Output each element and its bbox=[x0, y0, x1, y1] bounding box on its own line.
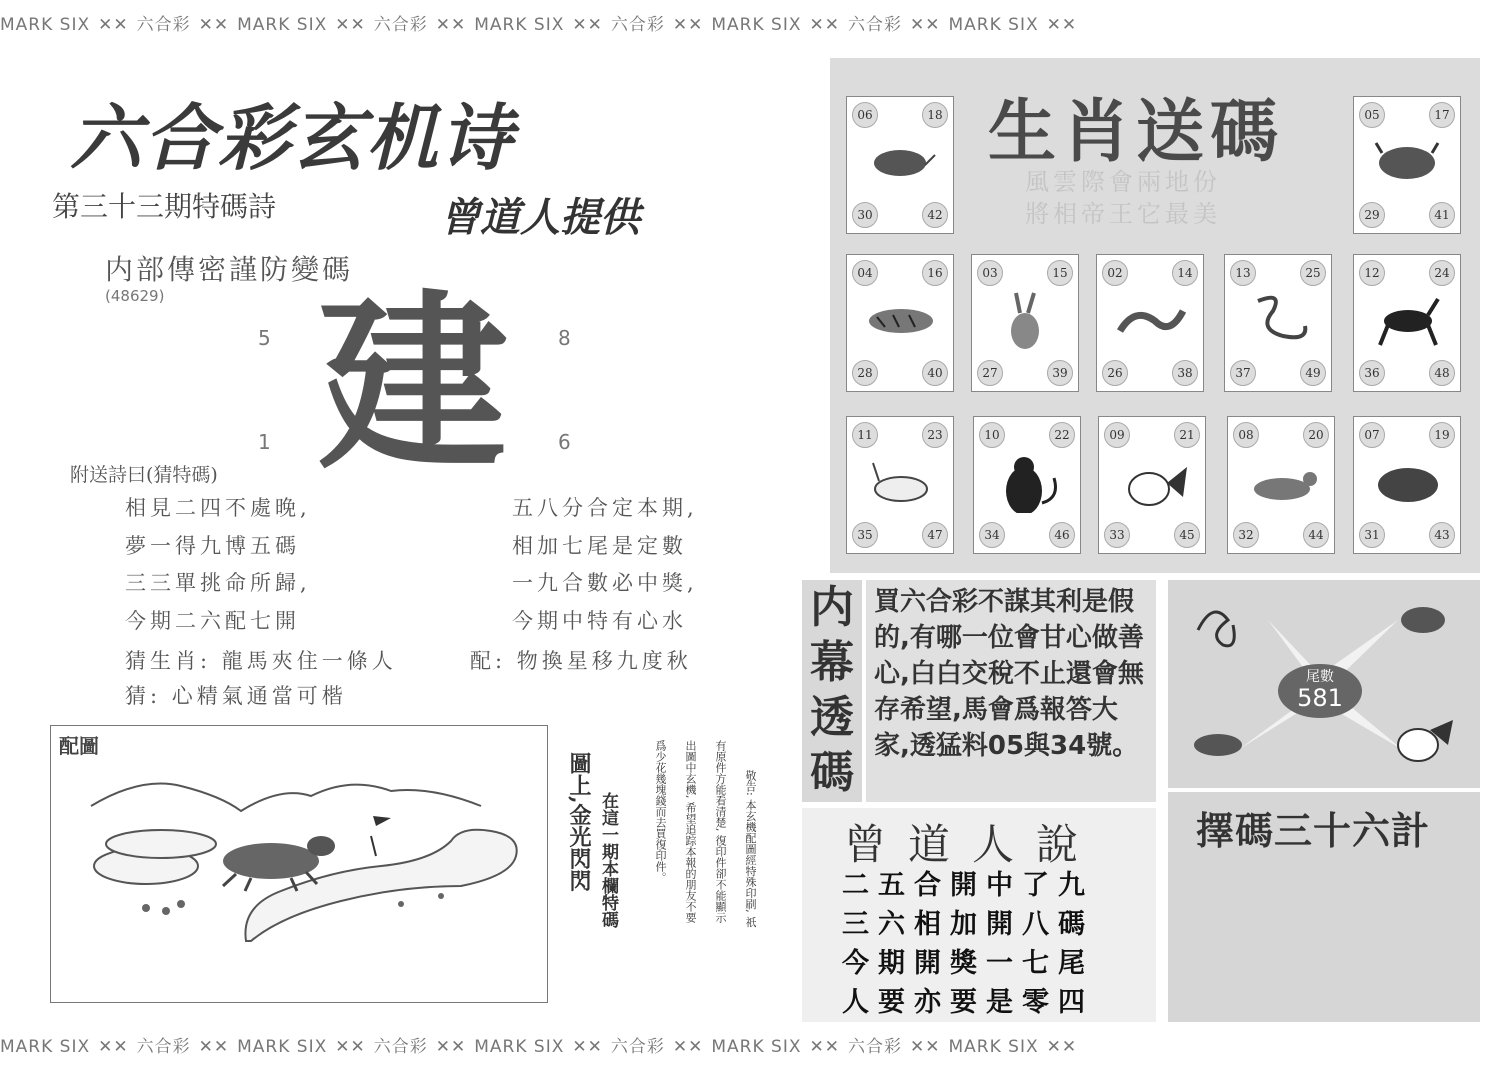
banner-item: MARK SIX bbox=[948, 1037, 1039, 1057]
tail-number-value: 581 bbox=[1297, 684, 1343, 712]
zodiac-number: 16 bbox=[922, 260, 948, 286]
zodiac-number: 27 bbox=[977, 360, 1003, 386]
banner-item: 六合彩 bbox=[373, 1037, 428, 1057]
rooster-icon bbox=[1398, 729, 1438, 761]
notice-column: 出圖中玄機, 希望追踪本報的朋友不要 bbox=[684, 740, 697, 923]
inside-tip-text: 買六合彩不謀其利是假的,有哪一位會甘心做善心,白白交稅不止還會無存希望,馬會爲報答大家,透猛料05與34號。 bbox=[866, 580, 1156, 802]
banner-item: MARK SIX bbox=[474, 15, 565, 35]
zodiac-card bbox=[973, 416, 1081, 554]
zodiac-number: 24 bbox=[1429, 260, 1455, 286]
zodiac-number: 18 bbox=[922, 102, 948, 128]
zodiac-number: 11 bbox=[852, 422, 878, 448]
zodiac-card bbox=[971, 254, 1079, 392]
zodiac-number: 48 bbox=[1429, 360, 1455, 386]
zodiac-number: 15 bbox=[1047, 260, 1073, 286]
issue-label: 第三十三期特碼詩 bbox=[52, 190, 277, 223]
zodiac-subtitle bbox=[1025, 166, 1221, 230]
banner-item: MARK SIX bbox=[0, 15, 91, 35]
banner-item: MARK SIX bbox=[711, 1037, 802, 1057]
zodiac-number: 36 bbox=[1359, 360, 1385, 386]
landscape-illustration bbox=[51, 726, 547, 1002]
horse-icon bbox=[1372, 291, 1444, 351]
vertical-hint-main: 圖上,金光閃閃 bbox=[566, 752, 592, 892]
dragon-icon bbox=[1115, 291, 1187, 351]
zodiac-number: 42 bbox=[922, 202, 948, 228]
zodiac-number: 02 bbox=[1102, 260, 1128, 286]
poem-line: 夢一得九博五碼 bbox=[125, 533, 300, 558]
rat-icon bbox=[865, 133, 937, 193]
zodiac-number: 06 bbox=[852, 102, 878, 128]
corner-number-top-right: 8 bbox=[558, 326, 571, 350]
tail-number-box bbox=[1168, 580, 1480, 788]
zodiac-number: 46 bbox=[1049, 522, 1075, 548]
monkey-icon bbox=[992, 453, 1064, 513]
zodiac-number: 08 bbox=[1233, 422, 1259, 448]
poem-line: 相加七尾是定數 bbox=[512, 533, 687, 558]
banner-item: 六合彩 bbox=[610, 1037, 665, 1057]
corner-number-bottom-left: 1 bbox=[258, 430, 271, 454]
banner-separator: ✕✕ bbox=[1046, 15, 1078, 35]
attached-poem-label: 附送詩曰(猜特碼) bbox=[70, 464, 218, 486]
zodiac-card bbox=[846, 416, 954, 554]
zodiac-number: 04 bbox=[852, 260, 878, 286]
zodiac-numbers-panel bbox=[830, 58, 1480, 573]
poem-line: 五八分合定本期, bbox=[512, 496, 698, 520]
zodiac-number: 10 bbox=[979, 422, 1005, 448]
zodiac-card bbox=[1353, 96, 1461, 234]
page-title: 六合彩玄机诗 bbox=[70, 96, 515, 180]
zodiac-number: 30 bbox=[852, 202, 878, 228]
banner-separator: ✕✕ bbox=[1046, 1037, 1078, 1057]
corner-number-top-left: 5 bbox=[258, 326, 271, 350]
saying-title: 曾道人說 bbox=[844, 820, 1101, 869]
saying-line: 今期開獎一七尾 bbox=[842, 948, 1094, 979]
guess-zodiac: 猜生肖: 龍馬夾住一條人 bbox=[125, 649, 397, 673]
hint-character: 建 bbox=[318, 274, 509, 495]
zodiac-card bbox=[846, 254, 954, 392]
zodiac-number: 09 bbox=[1104, 422, 1130, 448]
saying-box bbox=[802, 808, 1156, 1022]
zodiac-card bbox=[1098, 416, 1206, 554]
zodiac-number: 38 bbox=[1172, 360, 1198, 386]
inside-tip-label-text: 内幕透碼 bbox=[810, 582, 854, 798]
subtitle-line: 風雲際會兩地份 bbox=[1025, 168, 1221, 196]
goat-icon bbox=[865, 453, 937, 513]
zodiac-card bbox=[1353, 254, 1461, 392]
pig-icon bbox=[1372, 453, 1444, 513]
saying-line: 人要亦要是零四 bbox=[842, 987, 1094, 1018]
zodiac-card bbox=[846, 96, 954, 234]
poem-left-column bbox=[125, 490, 311, 640]
zodiac-number: 22 bbox=[1049, 422, 1075, 448]
hint-picture bbox=[50, 725, 548, 1003]
vertical-hint-sub: 在這一期本欄特碼 bbox=[598, 792, 618, 928]
ox-icon bbox=[1401, 607, 1445, 633]
notice-column: 敬告: 本玄機配圖經特殊印刷, 祇 bbox=[744, 770, 757, 928]
top-banner bbox=[0, 10, 1500, 46]
zodiac-number: 34 bbox=[979, 522, 1005, 548]
zodiac-number: 07 bbox=[1359, 422, 1385, 448]
zodiac-number: 23 bbox=[922, 422, 948, 448]
tricks-title: 擇碼三十六計 bbox=[1196, 809, 1431, 853]
zodiac-number: 35 bbox=[852, 522, 878, 548]
zodiac-number: 49 bbox=[1300, 360, 1326, 386]
zodiac-card bbox=[1096, 254, 1204, 392]
banner-separator: ✕✕ bbox=[672, 1037, 704, 1057]
secret-label: 内部傳密謹防變碼 bbox=[105, 253, 354, 286]
corner-number-bottom-right: 6 bbox=[558, 430, 571, 454]
zodiac-number: 47 bbox=[922, 522, 948, 548]
zodiac-card bbox=[1227, 416, 1335, 554]
zodiac-number: 19 bbox=[1429, 422, 1455, 448]
banner-item: MARK SIX bbox=[474, 1037, 565, 1057]
banner-item: 六合彩 bbox=[373, 15, 428, 35]
zodiac-number: 17 bbox=[1429, 102, 1455, 128]
banner-separator: ✕✕ bbox=[98, 15, 129, 35]
poem-line: 今期中特有心水 bbox=[512, 608, 687, 633]
zodiac-card bbox=[1353, 416, 1461, 554]
subtitle-line: 將相帝王它最美 bbox=[1025, 200, 1221, 228]
zodiac-title: 生肖送碼 bbox=[988, 93, 1285, 172]
notice-column: 爲少花幾塊錢而去買復印件。 bbox=[654, 740, 667, 883]
banner-separator: ✕✕ bbox=[572, 15, 603, 35]
zodiac-number: 25 bbox=[1300, 260, 1326, 286]
provider-label: 曾道人提供 bbox=[440, 195, 640, 241]
banner-item: 六合彩 bbox=[848, 15, 902, 35]
saying-lines bbox=[842, 866, 1094, 1022]
zodiac-number: 45 bbox=[1174, 522, 1200, 548]
poem-line: 一九合數必中獎, bbox=[512, 571, 698, 595]
banner-separator: ✕✕ bbox=[910, 1037, 941, 1057]
banner-separator: ✕✕ bbox=[809, 15, 840, 35]
guess-word: 猜: 心精氣通當可楷 bbox=[125, 684, 347, 708]
tiger-icon bbox=[865, 291, 937, 351]
poem-line: 今期二六配七開 bbox=[125, 608, 300, 633]
poem-line: 三三單挑命所歸, bbox=[125, 571, 311, 595]
poem-line: 相見二四不處晚, bbox=[125, 496, 311, 520]
zodiac-card bbox=[1224, 254, 1332, 392]
banner-separator: ✕✕ bbox=[98, 1037, 129, 1057]
inside-tip-label bbox=[802, 580, 862, 802]
banner-item: 六合彩 bbox=[136, 1037, 191, 1057]
banner-item: 六合彩 bbox=[136, 15, 191, 35]
zodiac-number: 31 bbox=[1359, 522, 1385, 548]
ox-icon bbox=[1372, 133, 1444, 193]
zodiac-number: 20 bbox=[1303, 422, 1329, 448]
notice-column: 有原件方能看清楚, 復印件卻不能顯示 bbox=[714, 740, 727, 923]
zodiac-number: 32 bbox=[1233, 522, 1259, 548]
banner-item: MARK SIX bbox=[237, 15, 328, 35]
banner-separator: ✕✕ bbox=[910, 15, 941, 35]
zodiac-number: 29 bbox=[1359, 202, 1385, 228]
zodiac-number: 41 bbox=[1429, 202, 1455, 228]
banner-separator: ✕✕ bbox=[198, 1037, 230, 1057]
zodiac-number: 12 bbox=[1359, 260, 1385, 286]
banner-item: MARK SIX bbox=[0, 1037, 91, 1057]
zodiac-number: 39 bbox=[1047, 360, 1073, 386]
zodiac-number: 43 bbox=[1429, 522, 1455, 548]
secret-code: (48629) bbox=[105, 287, 165, 305]
saying-line: 三六相加開八碼 bbox=[842, 909, 1094, 940]
zodiac-number: 26 bbox=[1102, 360, 1128, 386]
zodiac-number: 33 bbox=[1104, 522, 1130, 548]
zodiac-number: 14 bbox=[1172, 260, 1198, 286]
zodiac-number: 37 bbox=[1230, 360, 1256, 386]
saying-line: 二五合開中了九 bbox=[842, 870, 1094, 901]
banner-item: MARK SIX bbox=[237, 1037, 328, 1057]
tail-number-label: 尾數 bbox=[1306, 669, 1334, 685]
guess-match: 配: 物換星移九度秋 bbox=[470, 649, 692, 673]
banner-separator: ✕✕ bbox=[809, 1037, 840, 1057]
rabbit-icon bbox=[990, 291, 1062, 351]
zodiac-number: 40 bbox=[922, 360, 948, 386]
rat-icon bbox=[1194, 734, 1242, 756]
snake-icon bbox=[1198, 612, 1234, 646]
banner-separator: ✕✕ bbox=[198, 15, 230, 35]
snake-icon bbox=[1243, 291, 1315, 351]
rooster-icon bbox=[1117, 453, 1189, 513]
zodiac-number: 05 bbox=[1359, 102, 1385, 128]
banner-separator: ✕✕ bbox=[335, 15, 366, 35]
banner-item: 六合彩 bbox=[610, 15, 665, 35]
banner-separator: ✕✕ bbox=[572, 1037, 603, 1057]
banner-separator: ✕✕ bbox=[335, 1037, 366, 1057]
zodiac-number: 21 bbox=[1174, 422, 1200, 448]
zodiac-number: 03 bbox=[977, 260, 1003, 286]
zodiac-number: 44 bbox=[1303, 522, 1329, 548]
picture-label: 配圖 bbox=[59, 734, 99, 758]
zodiac-number: 13 bbox=[1230, 260, 1256, 286]
dog-icon bbox=[1246, 453, 1318, 513]
tricks-box bbox=[1168, 792, 1480, 1022]
bottom-banner bbox=[0, 1032, 1500, 1068]
banner-item: MARK SIX bbox=[948, 15, 1039, 35]
tail-number-badge bbox=[1278, 664, 1362, 718]
banner-separator: ✕✕ bbox=[672, 15, 704, 35]
banner-separator: ✕✕ bbox=[435, 15, 467, 35]
banner-item: MARK SIX bbox=[711, 15, 802, 35]
poem-right-column bbox=[512, 490, 698, 640]
banner-separator: ✕✕ bbox=[435, 1037, 467, 1057]
zodiac-number: 28 bbox=[852, 360, 878, 386]
banner-item: 六合彩 bbox=[848, 1037, 902, 1057]
